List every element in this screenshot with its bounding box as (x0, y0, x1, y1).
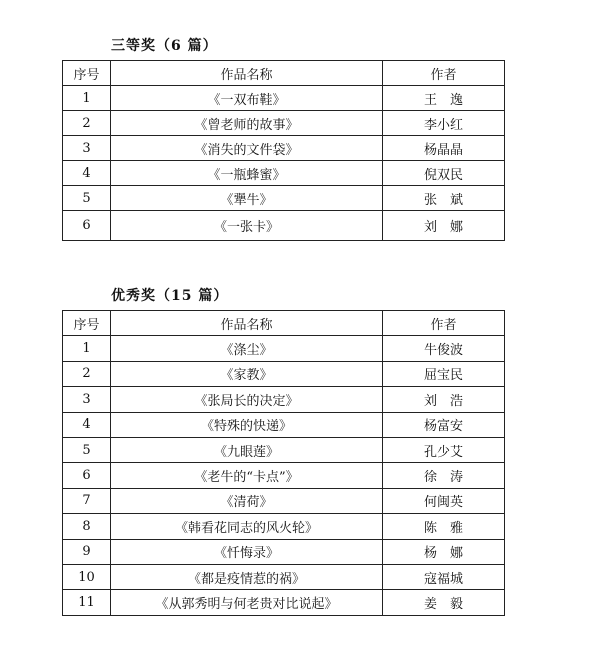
row-title: 《一瓶蜂蜜》 (111, 161, 383, 186)
row-author: 陈 雅 (383, 514, 505, 539)
row-index: 6 (63, 211, 111, 241)
row-title: 《一张卡》 (111, 211, 383, 241)
table-row (63, 361, 505, 386)
table-row (63, 514, 505, 539)
section-title-third-prize: 三等奖（6 篇） (111, 38, 218, 54)
row-index: 7 (63, 488, 111, 513)
row-title: 《消失的文件袋》 (111, 136, 383, 161)
row-title: 《特殊的快递》 (111, 412, 383, 437)
row-title: 《忏悔录》 (111, 539, 383, 564)
row-index: 4 (63, 161, 111, 186)
row-title: 《九眼莲》 (111, 437, 383, 462)
row-author: 王 逸 (383, 86, 505, 111)
table-row (63, 186, 505, 211)
row-index: 2 (63, 111, 111, 136)
row-author: 寇福城 (383, 564, 505, 589)
table-row (63, 539, 505, 564)
table-row (63, 211, 505, 241)
row-author: 杨晶晶 (383, 136, 505, 161)
row-index: 8 (63, 514, 111, 539)
row-author: 牛俊波 (383, 336, 505, 361)
row-author: 张 斌 (383, 186, 505, 211)
row-index: 9 (63, 539, 111, 564)
row-author: 李小红 (383, 111, 505, 136)
row-index: 6 (63, 463, 111, 488)
row-author: 杨 娜 (383, 539, 505, 564)
row-title: 《犟牛》 (111, 186, 383, 211)
table-row (63, 564, 505, 589)
row-title: 《都是疫情惹的祸》 (111, 564, 383, 589)
row-title: 《一双布鞋》 (111, 86, 383, 111)
row-title: 《从郭秀明与何老贵对比说起》 (111, 590, 383, 615)
row-author: 屈宝民 (383, 361, 505, 386)
row-title: 《老牛的“卡点”》 (111, 463, 383, 488)
section-title-excellence-prize: 优秀奖（15 篇） (111, 288, 229, 304)
table-row (63, 437, 505, 462)
header-index: 序号 (63, 311, 111, 336)
row-title: 《曾老师的故事》 (111, 111, 383, 136)
row-index: 3 (63, 387, 111, 412)
header-index: 序号 (63, 61, 111, 86)
table-row (63, 590, 505, 615)
table-row (63, 336, 505, 361)
excellence-prize-table (62, 310, 505, 616)
row-author: 刘 娜 (383, 211, 505, 241)
row-author: 徐 涛 (383, 463, 505, 488)
table-row (63, 488, 505, 513)
row-author: 何闽英 (383, 488, 505, 513)
table-row (63, 412, 505, 437)
row-title: 《韩看花同志的风火轮》 (111, 514, 383, 539)
row-index: 4 (63, 412, 111, 437)
row-index: 2 (63, 361, 111, 386)
table-header-row (63, 61, 505, 86)
row-index: 5 (63, 437, 111, 462)
header-title: 作品名称 (111, 311, 383, 336)
header-author: 作者 (383, 311, 505, 336)
row-index: 1 (63, 336, 111, 361)
header-author: 作者 (383, 61, 505, 86)
row-index: 3 (63, 136, 111, 161)
row-author: 姜 毅 (383, 590, 505, 615)
row-author: 刘 浩 (383, 387, 505, 412)
table-header-row (63, 311, 505, 336)
row-title: 《张局长的决定》 (111, 387, 383, 412)
row-index: 5 (63, 186, 111, 211)
row-author: 倪双民 (383, 161, 505, 186)
table-row (63, 86, 505, 111)
header-title: 作品名称 (111, 61, 383, 86)
row-title: 《涤尘》 (111, 336, 383, 361)
row-title: 《清荷》 (111, 488, 383, 513)
table-row (63, 463, 505, 488)
row-author: 杨富安 (383, 412, 505, 437)
row-author: 孔少艾 (383, 437, 505, 462)
row-index: 11 (63, 590, 111, 615)
table-row (63, 136, 505, 161)
table-row (63, 387, 505, 412)
row-title: 《家教》 (111, 361, 383, 386)
table-row (63, 111, 505, 136)
third-prize-table (62, 60, 505, 241)
row-index: 10 (63, 564, 111, 589)
row-index: 1 (63, 86, 111, 111)
table-row (63, 161, 505, 186)
